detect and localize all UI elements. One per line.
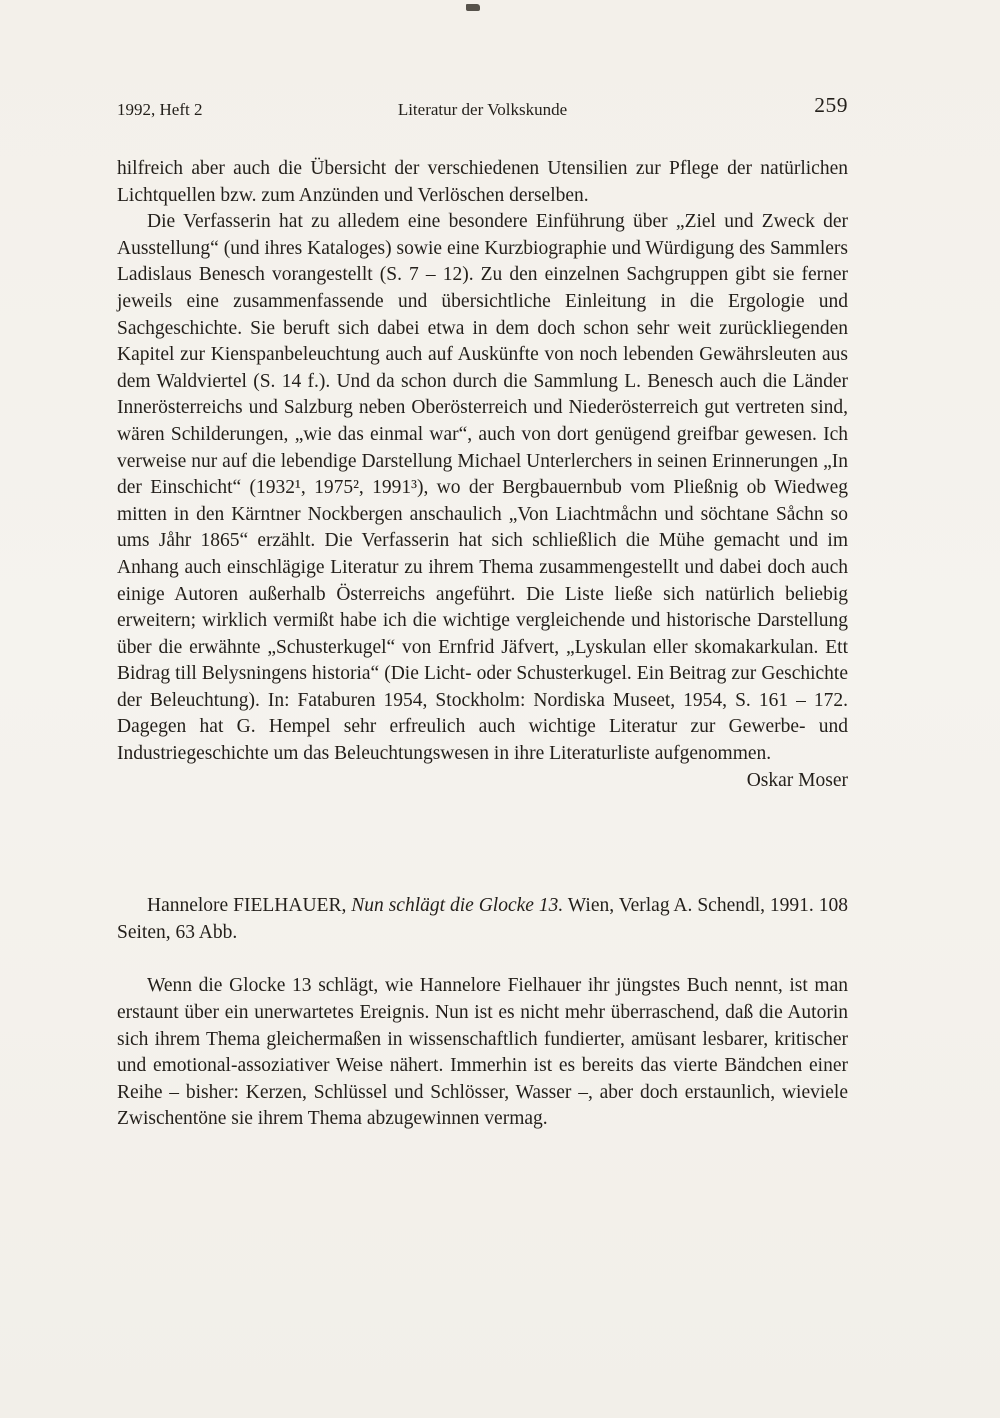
page-header	[117, 93, 848, 122]
header-issue: 1992, Heft 2	[117, 100, 203, 119]
review2-heading-author: Hannelore FIELHAUER,	[147, 895, 352, 917]
review1-continuation-paragraph: hilfreich aber auch die Übersicht der verschiedenen Utensilien zur Pflege der natürlichen Lichtquellen bzw. zum Anzünden und Verlöschen derselben.	[117, 158, 848, 206]
review1-main-paragraph: Die Verfasserin hat zu alledem eine besondere Einführung über „Ziel und Zweck der Ausstellung“ (und ihres Kataloges) sowie eine Kurzbiographie und Würdigung des Sammlers Ladislaus Benesch vorangestellt (S. 7 – 12). Zu den einzelnen Sachgruppen gibt sie ferner jeweils eine zusammenfassende und übersichtliche Einleitung in die Ergologie und Sachgeschichte. Sie beruft sich dabei etwa in dem doch schon sehr weit zurückliegenden Kapitel zur Kienspanbeleuchtung auch auf Auskünfte von noch lebenden Gewährsleuten aus dem Waldviertel (S. 14 f.). Und da schon durch die Sammlung L. Benesch auch die Länder Innerösterreichs und Salzburg neben Oberösterreich und Niederösterreich gut vertreten sind, wären Schilderungen, „wie das einmal war“, auch von dort genügend greifbar gewesen. Ich verweise nur auf die lebendige Darstellung Michael Unterlerchers in seinen Erinnerungen „In der Einschicht“ (1932¹, 1975², 1991³), wo der Bergbauernbub vom Pließnig ob Wiedweg mitten in den Kärntner Nockbergen anschaulich „Von Liachtmåchn und söchtane Såchn so ums Jåhr 1865“ erzählt. Die Verfasserin hat sich schließlich die Mühe gemacht und im Anhang auch einschlägige Literatur zu ihrem Thema zusammengestellt und dabei doch auch einige Autoren außerhalb Österreichs angeführt. Die Liste ließe sich natürlich beliebig erweitern; wirklich vermißt habe ich die wichtige vergleichende und historische Darstellung über die erwähnte „Schusterkugel“ von Ernfrid Jäfvert, „Lyskulan eller skomakarkulan. Ett Bidrag till Belysningens historia“ (Die Licht- oder Schusterkugel. Ein Beitrag zur Geschichte der Beleuchtung). In: Fataburen 1954, Stockholm: Nordiska Museet, 1954, S. 161 – 172. Dagegen hat G. Hempel sehr erfreulich auch wichtige Literatur zur Gewerbe- und Industriegeschichte um das Beleuchtungswesen in ihre Literaturliste aufgenommen.	[117, 211, 848, 765]
scan-artifact	[466, 4, 480, 11]
page-number: 259	[814, 93, 848, 117]
review2-paragraph: Wenn die Glocke 13 schlägt, wie Hannelore Fielhauer ihr jüngstes Buch nennt, ist man erstaunt über ein unerwartetes Ereignis. Nun ist es nicht mehr überraschend, daß die Autorin sich ihrem Thema gleichermaßen in wissenschaftlich fundierter, amüsant lesbarer, kritischer und emotional-assoziativer Weise nähert. Immerhin ist es bereits das vierte Bändchen einer Reihe – bisher: Kerzen, Schlüssel und Schlösser, Wasser –, aber doch erstaunlich, wieviele Zwischentöne sie ihrem Thema abzugewinnen vermag.	[117, 975, 848, 1130]
review2-heading-publication: Wien, Verlag A. Schendl, 1991. 108 Seiten, 63 Abb.	[117, 895, 848, 943]
reviewer-signature: Oskar Moser	[746, 769, 848, 791]
review2-heading	[117, 893, 848, 946]
header-journal-title: Literatur der Volkskunde	[397, 100, 568, 119]
page-body	[117, 156, 848, 1133]
review2-heading-book-title: Nun schlägt die Glocke 13.	[351, 895, 564, 917]
